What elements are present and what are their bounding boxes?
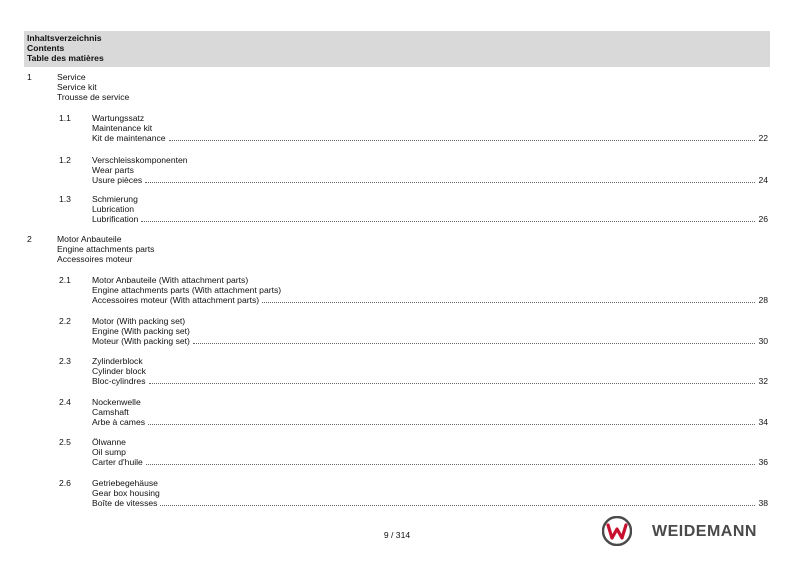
weidemann-logo-icon [602,516,632,546]
section-title-en: Engine (With packing set) [92,326,190,336]
dot-leader [148,417,755,425]
section-title-en: Lubrication [92,204,135,214]
section-title-de: Wartungssatz [92,113,145,123]
dot-leader [193,336,755,344]
section-number: 1.3 [59,194,71,204]
weidemann-logo [602,516,772,548]
section-title-de: Zylinderblock [92,356,143,366]
section-title-fr: Moteur (With packing set) [92,336,190,346]
section-title-fr: Lubrification [92,214,139,224]
toc-header [24,31,770,67]
section-title-de: Nockenwelle [92,397,141,407]
section-title-en: Cylinder block [92,366,146,376]
chapter-title-de: Service [57,72,86,82]
page-number[interactable]: 30 [758,336,768,346]
toc-entry-2-5[interactable] [24,437,770,467]
dot-leader [141,214,755,222]
chapter-title-fr: Accessoires moteur [57,254,133,264]
section-number: 1.1 [59,113,71,123]
toc-title-fr: Table des matières [27,53,104,63]
chapter-title[interactable] [57,234,154,264]
chapter-title-en: Engine attachments parts [57,244,155,254]
section-title-de: Verschleisskomponenten [92,155,188,165]
section-number: 2.3 [59,356,71,366]
page-number[interactable]: 22 [758,133,768,143]
section-number: 2.2 [59,316,71,326]
chapter-title-en: Service kit [57,82,97,92]
toc-entry-1-3[interactable] [24,194,770,224]
dot-leader [160,498,755,506]
dot-leader [149,376,756,384]
dot-leader [145,175,755,183]
section-number: 2.1 [59,275,71,285]
section-title-en: Engine attachments parts (With attachment parts) [92,285,282,295]
toc-entry-1-1[interactable] [24,113,770,143]
page-number[interactable]: 32 [758,376,768,386]
page-number[interactable]: 34 [758,417,768,427]
toc-title-en: Contents [27,43,65,53]
section-title-en: Wear parts [92,165,134,175]
toc-title-de: Inhaltsverzeichnis [27,33,102,43]
dot-leader [262,295,755,303]
chapter-title-de: Motor Anbauteile [57,234,122,244]
dot-leader [146,457,755,465]
dot-leader [169,133,755,141]
section-title-fr: Accessoires moteur (With attachment parts) [92,295,260,305]
brand-name: WEIDEMANN [652,523,757,540]
toc-entry-1-2[interactable] [24,155,770,185]
section-title-de: Motor (With packing set) [92,316,186,326]
toc-entry-2-1[interactable] [24,275,770,305]
section-title-de: Getriebegehäuse [92,478,158,488]
section-number: 1.2 [59,155,71,165]
toc-entry-2-2[interactable] [24,316,770,346]
section-title-de: Schmierung [92,194,138,204]
section-title-de: Motor Anbauteile (With attachment parts) [92,275,249,285]
chapter-title[interactable] [57,72,129,102]
page-number[interactable]: 26 [758,214,768,224]
section-title-en: Maintenance kit [92,123,153,133]
toc-entry-2-4[interactable] [24,397,770,427]
toc-entry-2-3[interactable] [24,356,770,386]
section-title-en: Gear box housing [92,488,160,498]
section-number: 2.4 [59,397,71,407]
section-title-de: Ölwanne [92,437,126,447]
page-number[interactable]: 24 [758,175,768,185]
section-title-fr: Bloc-cylindres [92,376,146,386]
toc-entry-2-6[interactable] [24,478,770,508]
section-number: 2.5 [59,437,71,447]
page-indicator: 9 / 314 [383,530,411,540]
section-title-en: Camshaft [92,407,129,417]
section-number: 2.6 [59,478,71,488]
page-number[interactable]: 36 [758,457,768,467]
page-number[interactable]: 28 [758,295,768,305]
section-title-fr: Kit de maintenance [92,133,166,143]
chapter-title-fr: Trousse de service [57,92,130,102]
page-number[interactable]: 38 [758,498,768,508]
chapter-number: 1 [27,72,32,82]
chapter-number: 2 [27,234,32,244]
section-title-en: Oil sump [92,447,126,457]
section-title-fr: Boîte de vitesses [92,498,158,508]
section-title-fr: Carter d'huile [92,457,143,467]
section-title-fr: Usure pièces [92,175,143,185]
section-title-fr: Arbe à cames [92,417,146,427]
